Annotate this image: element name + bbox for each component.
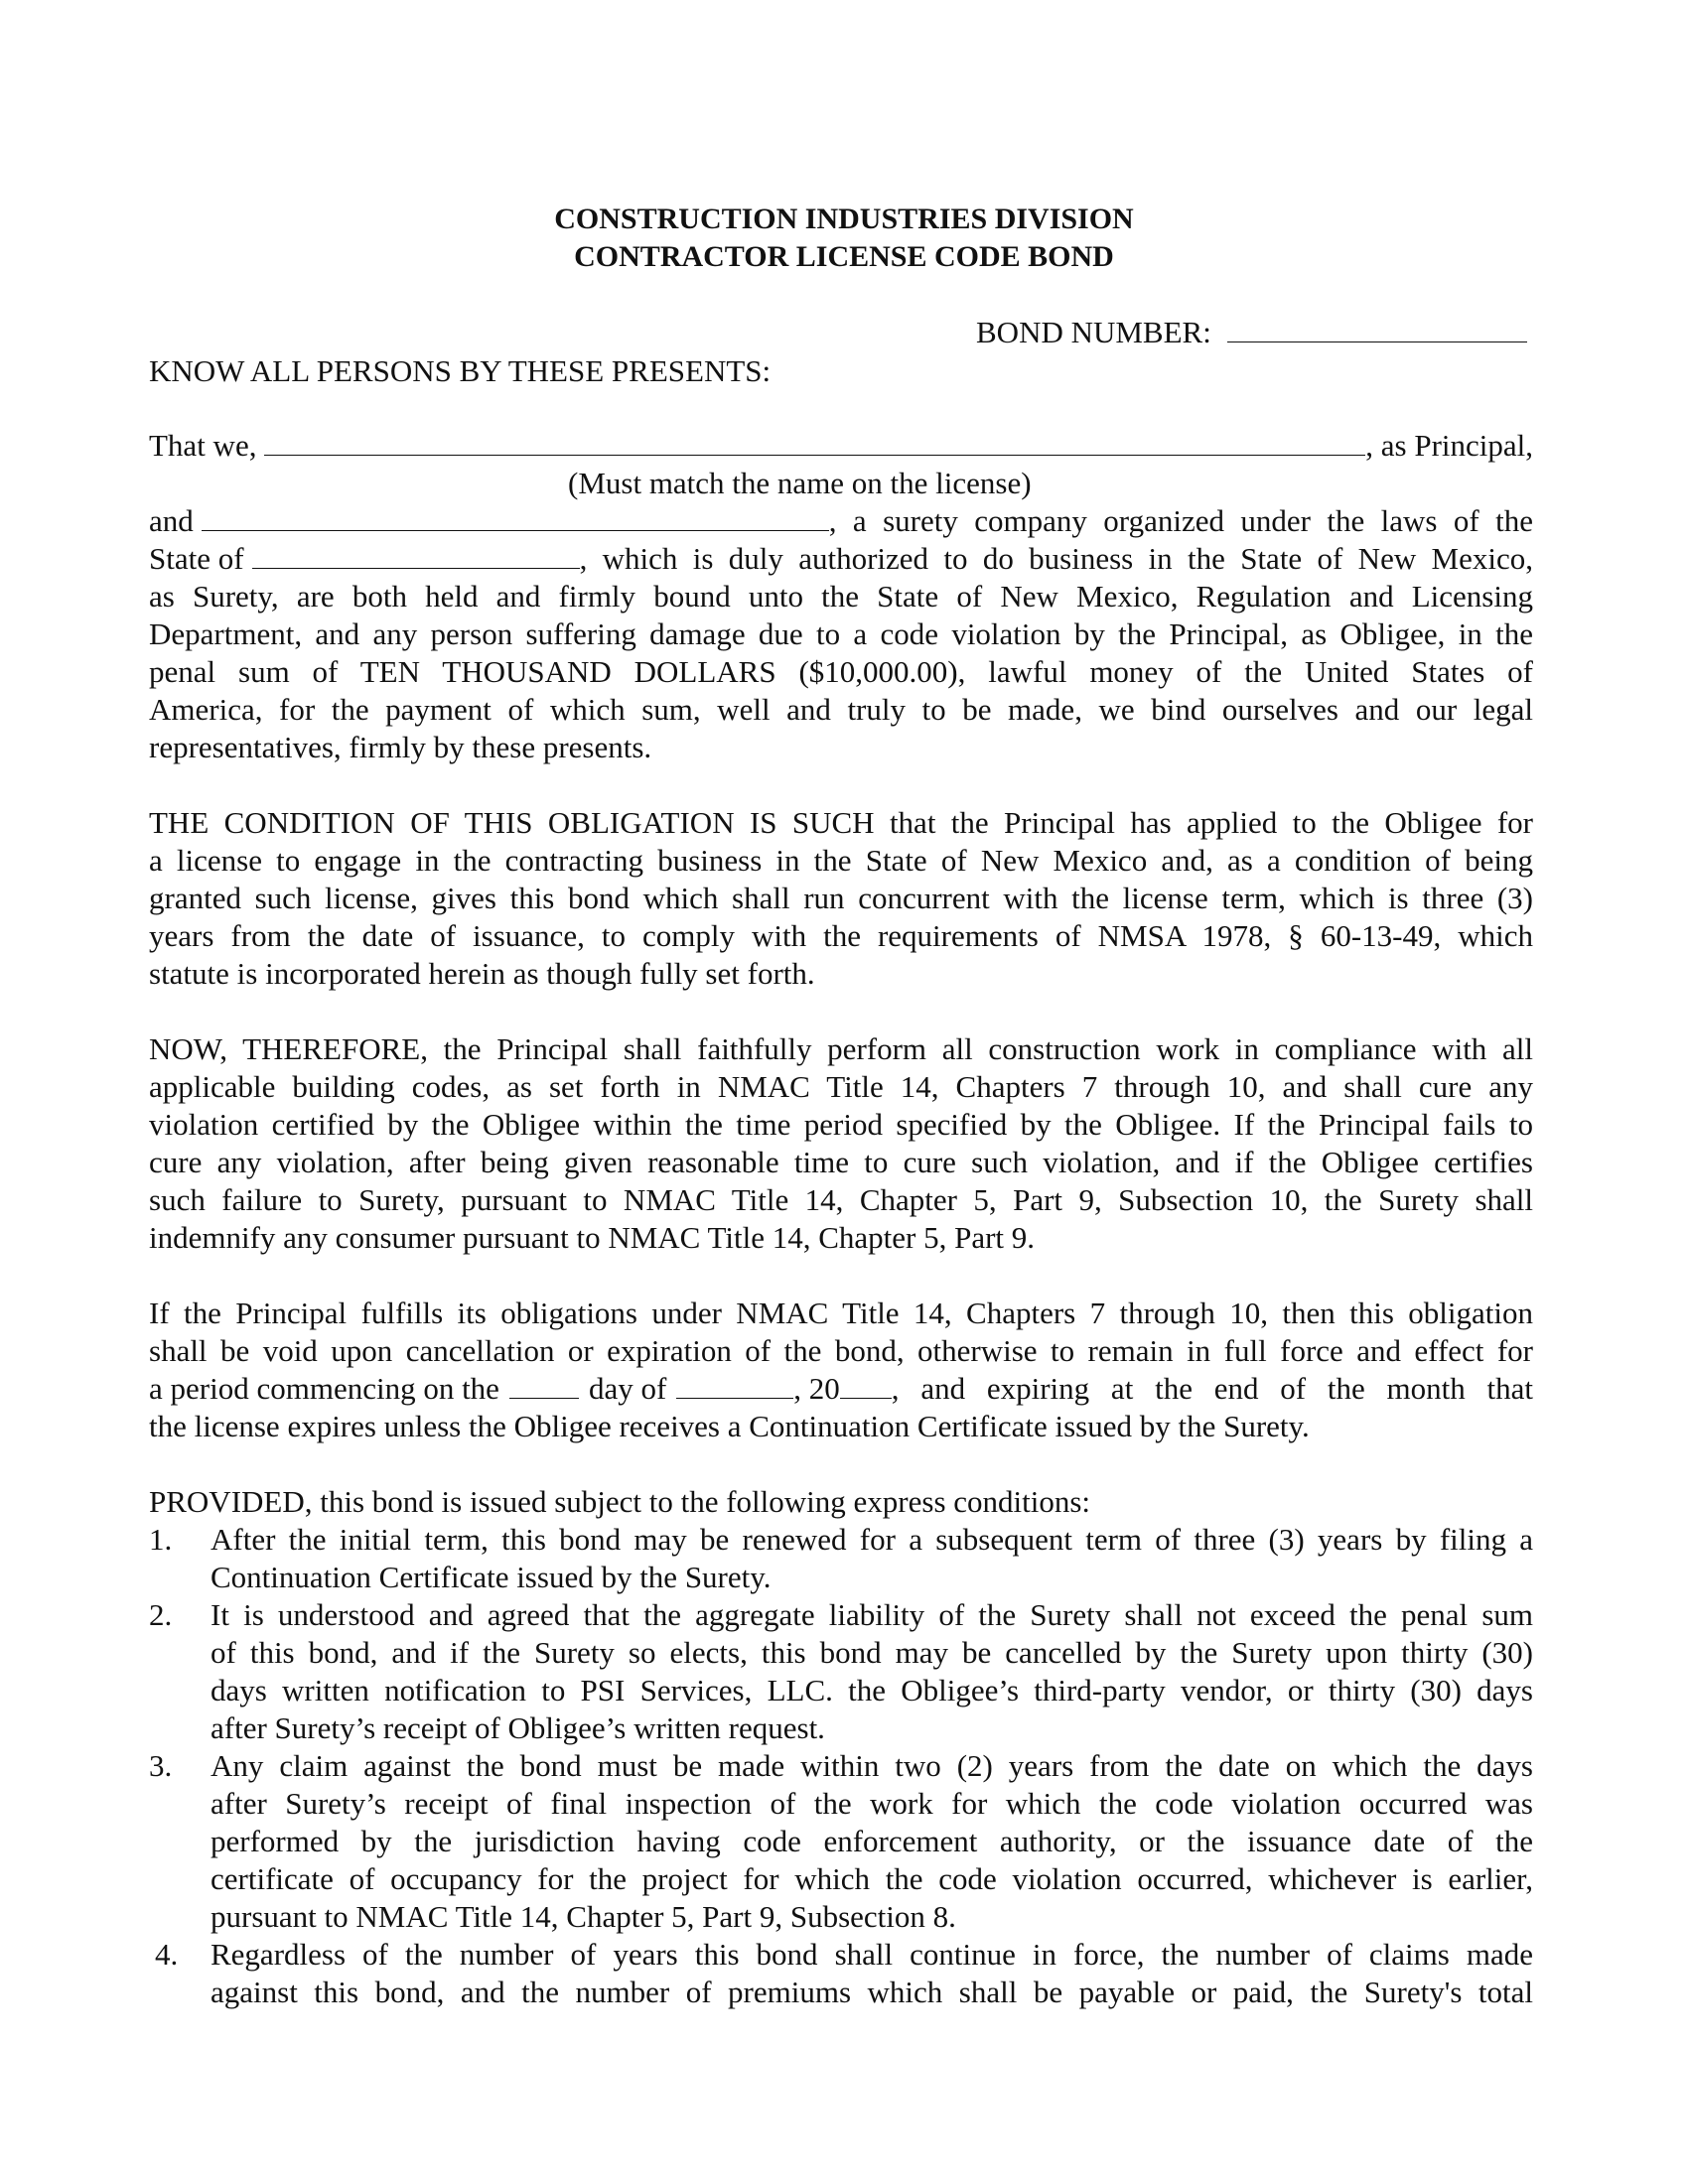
and-label: and: [149, 503, 194, 538]
must-match-note: (Must match the name on the license): [568, 466, 1032, 500]
document-title: CONSTRUCTION INDUSTRIES DIVISION: [554, 203, 1134, 235]
condition-line: granted such license, gives this bond which shall run concurrent with the license term, which is three (3): [149, 881, 1533, 915]
state-of-label: State of: [149, 541, 244, 576]
principal-name-field[interactable]: [264, 427, 1365, 456]
condition-item-line: It is understood and agreed that the aggregate liability of the Surety shall not exceed the penal sum: [211, 1597, 1533, 1632]
comma-20-text: , 20: [793, 1371, 840, 1406]
condition-item-line: pursuant to NMAC Title 14, Chapter 5, Part 9, Subsection 8.: [211, 1899, 956, 1934]
fulfills-line: the license expires unless the Obligee receives a Continuation Certificate issued by the Surety.: [149, 1409, 1310, 1443]
intro-line: representatives, firmly by these presents.: [149, 730, 652, 764]
document-subtitle: CONTRACTOR LICENSE CODE BOND: [574, 240, 1114, 273]
therefore-line: cure any violation, after being given reasonable time to cure such violation, and if the Obligee certifies: [149, 1145, 1533, 1179]
expiring-text: , and expiring at the end of the month that: [891, 1371, 1533, 1406]
that-we-label: That we,: [149, 428, 257, 463]
intro-line: as Surety, are both held and firmly bound unto the State of New Mexico, Regulation and Licensing: [149, 579, 1533, 614]
condition-item-line: Continuation Certificate issued by the Surety.: [211, 1560, 772, 1594]
condition-item-line: performed by the jurisdiction having code enforcement authority, or the issuance date of the: [211, 1824, 1533, 1858]
condition-item-line: Regardless of the number of years this bond shall continue in force, the number of claims made: [211, 1937, 1533, 1972]
intro-line: Department, and any person suffering damage due to a code violation by the Principal, as Obligee, in the: [149, 616, 1533, 651]
condition-item-line: after Surety’s receipt of Obligee’s written request.: [211, 1710, 825, 1745]
bond-number-row: [976, 314, 1527, 351]
principal-row: [149, 427, 1533, 465]
therefore-line: applicable building codes, as set forth in NMAC Title 14, Chapters 7 through 10, and shall cure any: [149, 1069, 1533, 1104]
duly-authorized-text: , which is duly authorized to do business in the State of New Mexico,: [579, 541, 1533, 576]
provided-intro: PROVIDED, this bond is issued subject to the following express conditions:: [149, 1484, 1091, 1519]
condition-item-line: after Surety’s receipt of final inspection of the work for which the code violation occurred was: [211, 1786, 1533, 1821]
condition-line: a license to engage in the contracting business in the State of New Mexico and, as a condition of being: [149, 843, 1533, 878]
condition-number: 4.: [155, 1937, 179, 1972]
surety-name-field[interactable]: [202, 502, 829, 531]
commencing-day-field[interactable]: [509, 1370, 579, 1399]
commencing-month-field[interactable]: [676, 1370, 793, 1399]
condition-line: THE CONDITION OF THIS OBLIGATION IS SUCH that the Principal has applied to the Obligee for: [149, 805, 1533, 840]
commencing-row: [149, 1370, 1533, 1408]
commencing-text: a period commencing on the: [149, 1371, 499, 1406]
bond-number-label: BOND NUMBER:: [976, 315, 1211, 349]
fulfills-line: shall be void upon cancellation or expiration of the bond, otherwise to remain in full force and effect for: [149, 1333, 1533, 1368]
therefore-line: indemnify any consumer pursuant to NMAC Title 14, Chapter 5, Part 9.: [149, 1220, 1036, 1255]
condition-number: 3.: [149, 1748, 173, 1783]
know-all-persons-heading: KNOW ALL PERSONS BY THESE PRESENTS:: [149, 353, 772, 388]
state-field[interactable]: [252, 540, 580, 569]
condition-line: years from the date of issuance, to comply with the requirements of NMSA 1978, § 60-13-49, which: [149, 918, 1533, 953]
therefore-line: NOW, THEREFORE, the Principal shall faithfully perform all construction work in compliance with all: [149, 1031, 1533, 1066]
surety-row: [149, 502, 1533, 540]
commencing-year-field[interactable]: [840, 1370, 892, 1399]
condition-item-line: Any claim against the bond must be made within two (2) years from the date on which the days: [211, 1748, 1533, 1783]
condition-number: 2.: [149, 1597, 173, 1632]
as-principal-label: , as Principal,: [1365, 428, 1533, 463]
condition-number: 1.: [149, 1522, 173, 1557]
condition-item-line: days written notification to PSI Services, LLC. the Obligee’s third-party vendor, or thirty (30) days: [211, 1673, 1533, 1707]
therefore-line: violation certified by the Obligee within the time period specified by the Obligee. If the Principal fails to: [149, 1107, 1533, 1142]
surety-company-text: , a surety company organized under the laws of the: [828, 503, 1533, 538]
condition-item-line: certificate of occupancy for the project for which the code violation occurred, whichever is earlier,: [211, 1861, 1533, 1896]
state-row: [149, 540, 1533, 578]
bond-number-field[interactable]: [1227, 314, 1527, 342]
day-of-text: day of: [588, 1371, 667, 1406]
condition-line: statute is incorporated herein as though fully set forth.: [149, 956, 815, 991]
condition-item-line: of this bond, and if the Surety so elects, this bond may be cancelled by the Surety upon thirty (30): [211, 1635, 1533, 1670]
therefore-line: such failure to Surety, pursuant to NMAC Title 14, Chapter 5, Part 9, Subsection 10, the Surety shall: [149, 1182, 1533, 1217]
intro-line: penal sum of TEN THOUSAND DOLLARS ($10,000.00), lawful money of the United States of: [149, 654, 1533, 689]
condition-item-line: against this bond, and the number of premiums which shall be payable or paid, the Surety's total: [211, 1975, 1533, 2009]
intro-line: America, for the payment of which sum, well and truly to be made, we bind ourselves and our legal: [149, 692, 1533, 727]
fulfills-line: If the Principal fulfills its obligations under NMAC Title 14, Chapters 7 through 10, then this obligation: [149, 1296, 1533, 1330]
condition-item-line: After the initial term, this bond may be renewed for a subsequent term of three (3) years by filing a: [211, 1522, 1533, 1557]
